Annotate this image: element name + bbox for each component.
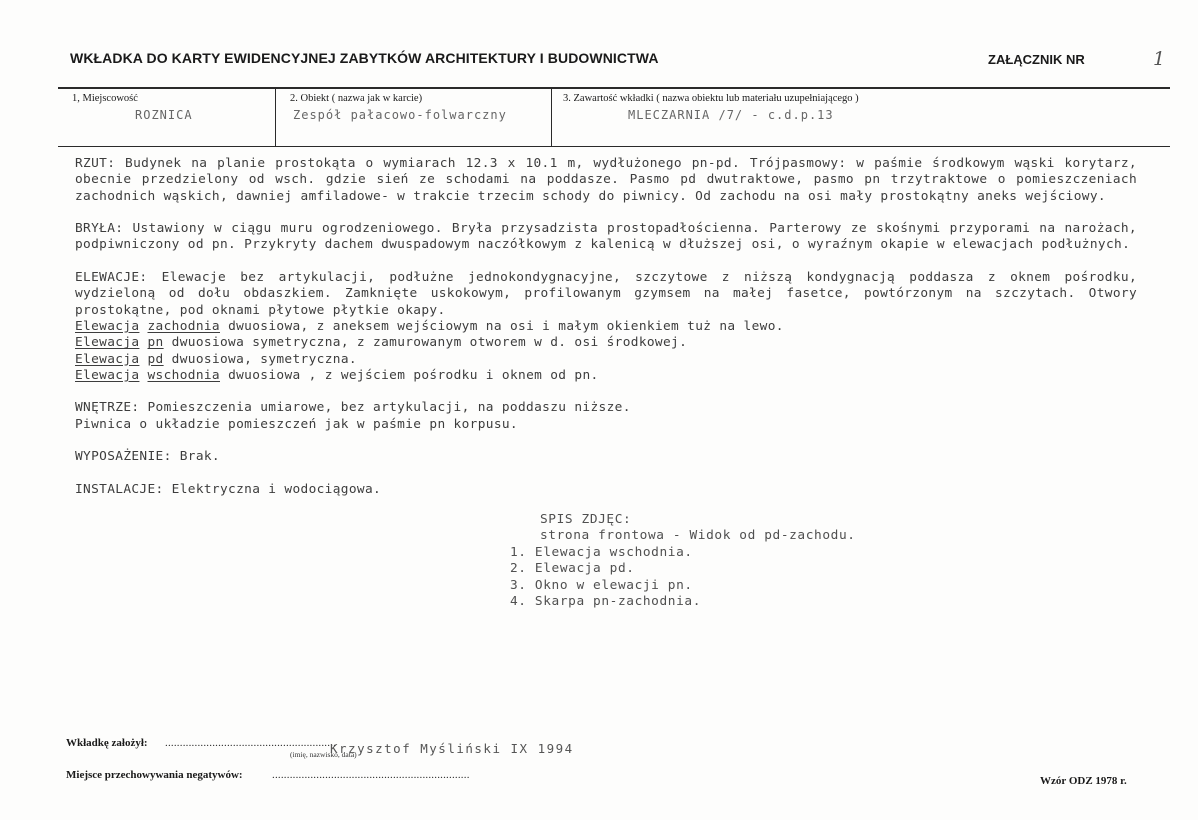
object-label: 2. Obiekt ( nazwa jak w karcie) bbox=[290, 93, 423, 104]
section-wnetrze-2: Piwnica o układzie pomieszczeń jak w paśmie pn korpusu. bbox=[75, 416, 518, 432]
annex-number: 1 bbox=[1153, 48, 1166, 70]
negatives-location-dots: ................................................................... bbox=[272, 769, 470, 781]
photo-item: 1. Elewacja wschodnia. bbox=[510, 544, 693, 560]
section-elewacje: ELEWACJE: Elewacje bez artykulacji, podłużne jednokondygnacyjne, szczytowe z niższą kondygnacją poddasza z oknem pośrodku, wydzieloną od dołu obdaszkiem. Zamknięte uskokowym, profilowanym gzymsem na małej fasetce, powtórzonym na szczytach. Otwory prostokątne, pod oknami płytowe płytkie okapy. bbox=[75, 270, 1137, 318]
locality-value: ROZNICA bbox=[135, 108, 193, 122]
content-label: 3. Zawartość wkładki ( nazwa obiektu lub materiału uzupełniającego ) bbox=[563, 93, 859, 104]
photo-item: 4. Skarpa pn-zachodnia. bbox=[510, 594, 702, 610]
created-by-label: Wkładkę założył: bbox=[66, 737, 148, 749]
created-by-dots: .......................................................... bbox=[165, 737, 337, 749]
form-title: WKŁADKA DO KARTY EWIDENCYJNEJ ZABYTKÓW ARCHITEKTURY I BUDOWNICTWA bbox=[70, 50, 659, 66]
fields-divider-1 bbox=[275, 88, 276, 146]
fields-bottom-rule bbox=[58, 146, 1170, 147]
section-instalacje: INSTALACJE: Elektryczna i wodociągowa. bbox=[75, 481, 382, 497]
elevation-line-pn: Elewacja pn dwuosiowa symetryczna, z zamurowanym otworem w d. osi środkowej. bbox=[75, 335, 688, 351]
photo-item: 3. Okno w elewacji pn. bbox=[510, 577, 693, 593]
section-wnetrze-1: WNĘTRZE: Pomieszczenia umiarowe, bez artykulacji, na poddaszu niższe. bbox=[75, 400, 631, 416]
photo-list-title: SPIS ZDJĘC: bbox=[540, 512, 632, 527]
top-rule bbox=[58, 87, 1170, 89]
elevation-line-zachodnia: Elewacja zachodnia dwuosiowa, z aneksem wejściowym na osi i małym okienkiem tuż na lewo. bbox=[75, 318, 784, 334]
negatives-location-label: Miejsce przechowywania negatywów: bbox=[66, 769, 243, 781]
object-value: Zespół pałacowo-folwarczny bbox=[293, 108, 507, 122]
description-body bbox=[75, 156, 1137, 498]
annex-label: ZAŁĄCZNIK NR bbox=[988, 52, 1085, 67]
photo-list bbox=[510, 512, 856, 610]
section-wyposazenie: WYPOSAŻENIE: Brak. bbox=[75, 449, 220, 465]
created-by-hint: (imię, nazwisko, data) bbox=[290, 750, 357, 759]
content-value: MLECZARNIA /7/ - c.d.p.13 bbox=[628, 108, 834, 122]
locality-label: 1, Miejscowość bbox=[72, 93, 138, 104]
elevation-line-wschodnia: Elewacja wschodnia dwuosiowa , z wejściem pośrodku i oknem od pn. bbox=[75, 367, 599, 383]
elevation-line-pd: Elewacja pd dwuosiowa, symetryczna. bbox=[75, 351, 357, 367]
created-by-value: Krzysztof Myśliński IX 1994 bbox=[330, 741, 574, 756]
form-template-label: Wzór ODZ 1978 r. bbox=[1040, 775, 1127, 787]
photo-list-front: strona frontowa - Widok od pd-zachodu. bbox=[540, 528, 856, 544]
photo-item: 2. Elewacja pd. bbox=[510, 561, 635, 577]
fields-divider-2 bbox=[551, 88, 552, 146]
section-rzut: RZUT: Budynek na planie prostokąta o wymiarach 12.3 x 10.1 m, wydłużonego pn-pd. Trójpasmowy: w paśmie środkowym wąski korytarz, obecnie przedzielony od wsch. gdzie sień ze schodami na poddasze. Pasmo pd dwutraktowe, pasmo pn trzytraktowe o pomieszczeniach zachodnich wąskich, dawniej amfiladowe- w trakcie trzecim schody do piwnicy. Od zachodu na osi mały prostokątny aneks wejściowy. bbox=[75, 156, 1137, 204]
section-bryla: BRYŁA: Ustawiony w ciągu muru ogrodzeniowego. Bryła przysadzista prostopadłościenna. Parterowy ze skośnymi przyporami na narożach, podpiwniczony od pn. Przykryty dachem dwuspadowym naczółkowym z kalenicą w dłuższej osi, o wyraźnym okapie w elewacjach podłużnych. bbox=[75, 221, 1137, 253]
